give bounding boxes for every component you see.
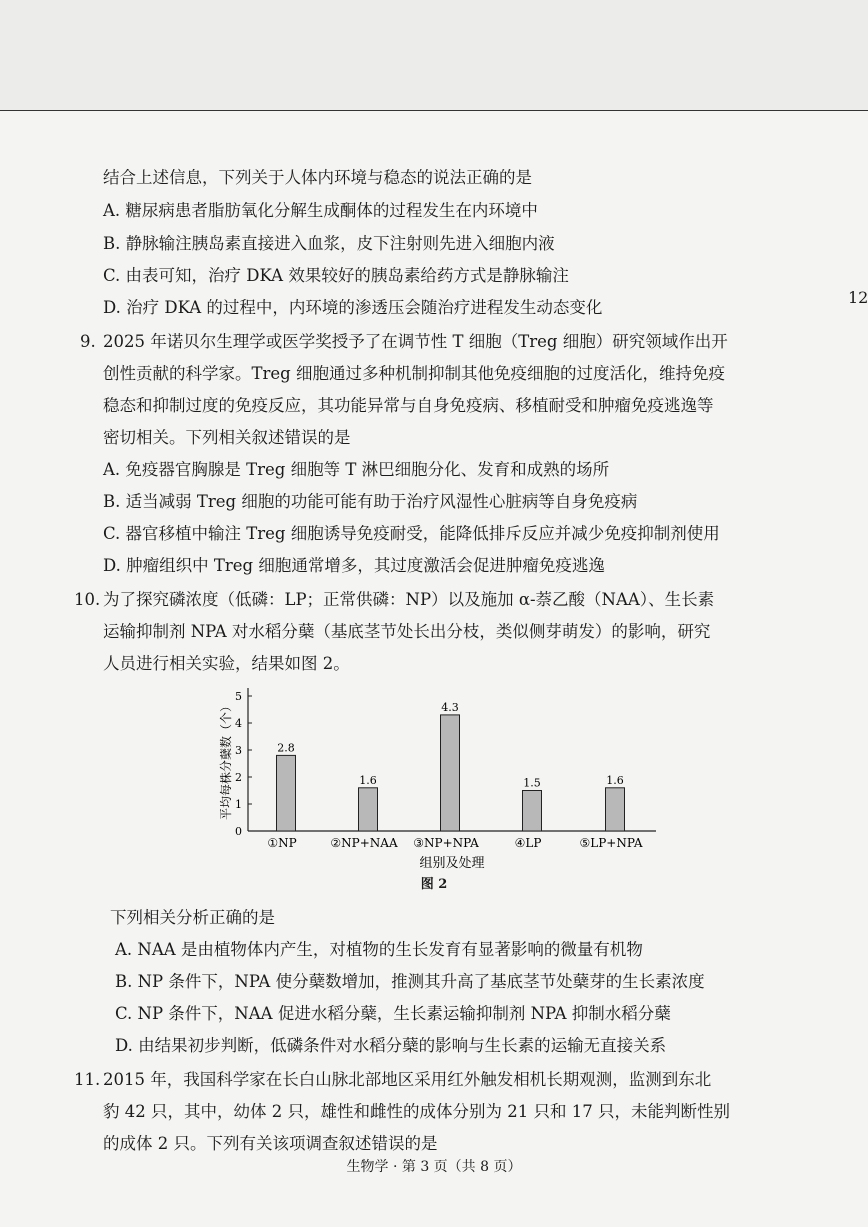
q11-stem-line: 豹 42 只，其中，幼体 2 只，雄性和雌性的成体分别为 21 只和 17 只，未能判断性别 (103, 1102, 730, 1121)
bar-value-label: 1.5 (523, 776, 541, 790)
q10-option-b: B. NP 条件下，NPA 使分蘖数增加，推测其升高了基底茎节处蘖芽的生长素浓度 (115, 972, 705, 991)
bar (606, 788, 625, 831)
side-page-marker: 12 (848, 288, 868, 307)
bar (523, 791, 542, 832)
y-tick-label: 4 (235, 717, 242, 730)
q10-option-d: D. 由结果初步判断，低磷条件对水稻分蘖的影响与生长素的运输无直接关系 (115, 1036, 667, 1055)
q8-option-a: A. 糖尿病患者脂肪氧化分解生成酮体的过程发生在内环境中 (103, 201, 538, 220)
q11-stem-line: 2015 年，我国科学家在长白山脉北部地区采用红外触发相机长期观测，监测到东北 (103, 1070, 712, 1089)
y-tick-label: 2 (235, 771, 242, 784)
q10-question: 下列相关分析正确的是 (110, 908, 275, 927)
q8-option-b: B. 静脉输注胰岛素直接进入血浆，皮下注射则先进入细胞内液 (103, 234, 555, 253)
figure-caption: 图 2 (420, 877, 448, 892)
q10-option-c: C. NP 条件下，NAA 促进水稻分蘖，生长素运输抑制剂 NPA 抑制水稻分蘖 (115, 1004, 671, 1023)
q10-option-a: A. NAA 是由植物体内产生，对植物的生长发育有显著影响的微量有机物 (115, 940, 643, 959)
x-tick-label: ⑤LP+NPA (579, 836, 643, 850)
bar-value-label: 4.3 (441, 700, 459, 714)
y-tick-label: 5 (235, 690, 242, 703)
bar-value-label: 1.6 (606, 773, 624, 787)
y-tick-label: 1 (235, 798, 242, 811)
q10-number: 10. (74, 590, 101, 609)
q10-stem-line: 人员进行相关实验，结果如图 2。 (103, 654, 350, 673)
x-tick-label: ①NP (267, 836, 297, 850)
q9-stem-line: 创性贡献的科学家。Treg 细胞通过多种机制抑制其他免疫细胞的过度活化，维持免疫 (103, 364, 725, 383)
q9-stem-line: 稳态和抑制过度的免疫反应，其功能异常与自身免疫病、移植耐受和肿瘤免疫逃逸等 (103, 396, 714, 415)
q9-stem-line: 2025 年诺贝尔生理学或医学奖授予了在调节性 T 细胞（Treg 细胞）研究领域作出开 (103, 332, 728, 351)
q9-stem-line: 密切相关。下列相关叙述错误的是 (103, 428, 351, 447)
y-axis-label: 平均每株分蘖数（个） (219, 699, 233, 821)
y-tick-label: 3 (235, 744, 242, 757)
q10-stem-line: 为了探究磷浓度（低磷：LP；正常供磷：NP）以及施加 α-萘乙酸（NAA）、生长素 (103, 590, 715, 609)
bar (441, 715, 460, 831)
q8-stem: 结合上述信息，下列关于人体内环境与稳态的说法正确的是 (103, 168, 532, 187)
q9-option-b: B. 适当减弱 Treg 细胞的功能可能有助于治疗风湿性心脏病等自身免疫病 (103, 492, 638, 511)
y-tick-label: 0 (235, 825, 242, 838)
q11-stem-line: 的成体 2 只。下列有关该项调查叙述错误的是 (103, 1134, 438, 1153)
header-rule (0, 110, 868, 111)
q10-stem-line: 运输抑制剂 NPA 对水稻分蘖（基底茎节处长出分枝，类似侧芽萌发）的影响，研究 (103, 622, 711, 641)
bar (359, 788, 378, 831)
q9-number: 9. (80, 332, 96, 351)
x-tick-label: ④LP (514, 836, 542, 850)
figure-2-bar-chart (218, 680, 658, 880)
q8-option-d: D. 治疗 DKA 的过程中，内环境的渗透压会随治疗进程发生动态变化 (103, 298, 603, 317)
bar-value-label: 1.6 (359, 773, 377, 787)
q8-option-c: C. 由表可知，治疗 DKA 效果较好的胰岛素给药方式是静脉输注 (103, 266, 569, 285)
x-tick-label: ②NP+NAA (330, 836, 398, 850)
bar (277, 755, 296, 831)
q9-option-d: D. 肿瘤组织中 Treg 细胞通常增多，其过度激活会促进肿瘤免疫逃逸 (103, 556, 605, 575)
q9-option-c: C. 器官移植中输注 Treg 细胞诱导免疫耐受，能降低排斥反应并减少免疫抑制剂使用 (103, 524, 720, 543)
x-axis-label: 组别及处理 (419, 856, 485, 871)
page-top-margin (0, 0, 868, 110)
page-footer: 生物学 · 第 3 页（共 8 页） (346, 1159, 522, 1175)
x-tick-label: ③NP+NPA (413, 836, 479, 850)
bar-value-label: 2.8 (277, 741, 295, 755)
q9-option-a: A. 免疫器官胸腺是 Treg 细胞等 T 淋巴细胞分化、发育和成熟的场所 (103, 460, 610, 479)
q11-number: 11. (74, 1070, 101, 1089)
